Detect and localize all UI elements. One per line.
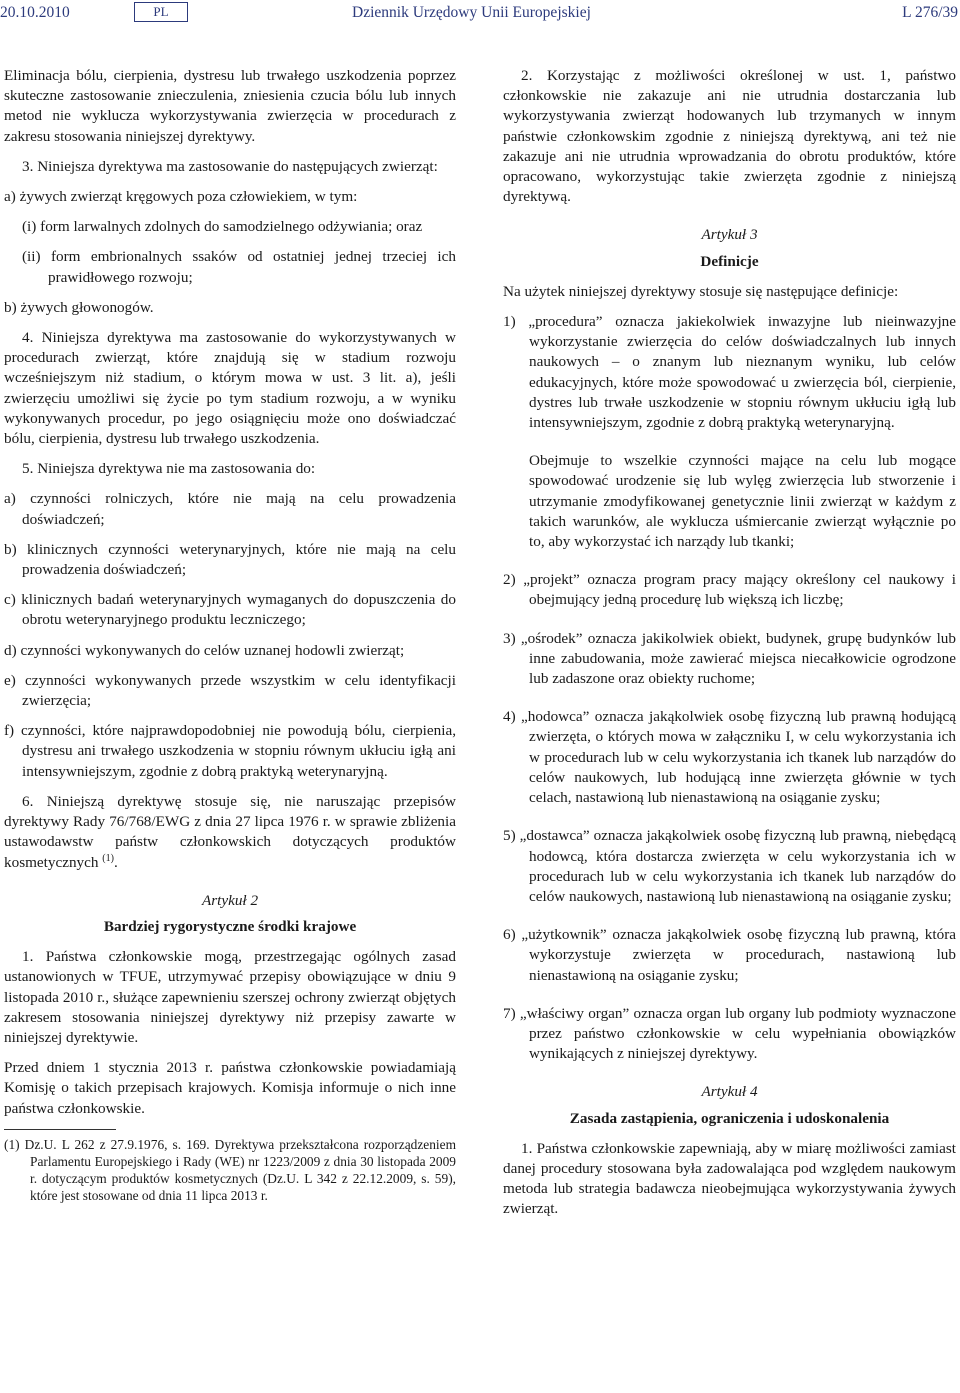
definition-item: 6) „użytkownik” oznacza jakąkolwiek osobę fizyczną lub prawną, która wykorzystuje zwierzęta w procedurach, nastawioną lub nienastawioną na osiąganie zysku; — [503, 926, 956, 984]
list-item: f) czynności, które najprawdopodobniej nie powodują bólu, cierpienia, dystresu ani trwałego uszkodzenia w stopniu równym ukłuciu igłą ani intensywniejszym, zgodnie z dobrą praktyką weterynaryjną. — [4, 722, 456, 780]
list-item: a) żywych zwierząt kręgowych poza człowiekiem, w tym: — [4, 188, 358, 206]
list-item: c) klinicznych badań weterynaryjnych wymaganych do dopuszczenia do obrotu weterynaryjnego produktu leczniczego; — [4, 591, 456, 629]
definition-continuation: Obejmuje to wszelkie czynności mające na celu lub mogące spowodować urodzenie się lub wylęg zwierzęcia lub stworzenie i utrzymanie zmodyfikowanej genetycznie linii zwierząt w każdym z takich warunków, ale wyklucza uśmiercanie zwierząt wyłącznie po to, aby wykorzystać ich narządy lub tkanki; — [529, 452, 956, 551]
paragraph: Eliminacja bólu, cierpienia, dystresu lub trwałego uszkodzenia poprzez skuteczne zastosowanie znieczulenia, zniesienia czucia bólu lub innych metod nie wyklucza wykorzystywania zwierzęcia w procedurach z zakresu stosowania niniejszej dyrektywy. — [4, 67, 456, 145]
sub-list-item: (i) form larwalnych zdolnych do samodzielnego odżywiania; oraz — [22, 218, 423, 236]
article-4-label: Artykuł 4 — [701, 1083, 758, 1101]
definition-item: 3) „ośrodek” oznacza jakikolwiek obiekt, budynek, grupę budynków lub inne zabudowania, może zawierać miejsca niecałkowicie ogrodzone lub zadaszone oraz obiekty ruchome; — [503, 629, 956, 688]
language-badge: PL — [134, 2, 188, 22]
definition-item: 5) „dostawca” oznacza jakąkolwiek osobę fizyczną lub prawną, niebędącą hodowcą, która dostarcza zwierzęta w celu wykorzystania ich w procedurach lub w celu wykorzystania ich tkanek lub narządów do celów naukowych, nastawioną lub nienastawioną na osiąganie zysku; — [503, 827, 956, 905]
page-number: L 276/39 — [902, 4, 958, 21]
left-column — [4, 66, 456, 1204]
paragraph: Na użytek niniejszej dyrektywy stosuje się następujące definicje: — [503, 282, 899, 300]
paragraph-5: 5. Niniejsza dyrektywa nie ma zastosowania do: — [22, 460, 316, 478]
paragraph-6 — [4, 792, 456, 873]
article-3-label: Artykuł 3 — [701, 226, 758, 244]
list-item: b) żywych głowonogów. — [4, 298, 154, 316]
right-column — [503, 66, 956, 1230]
list-item: b) klinicznych czynności weterynaryjnych, które nie mają na celu prowadzenia doświadczeń; — [4, 540, 456, 579]
footnote-marker: (1) — [4, 1136, 20, 1152]
paragraph: 1. Państwa członkowskie mogą, przestrzegając ogólnych zasad ustanowionych w TFUE, utrzymywać przepisy obowiązujące w dniu 9 listopada 2010 r., służące zapewnieniu szerszej ochrony zwierząt objętych zakresem stosowania niniejszej dyrektywy niż przepisy zawarte w niniejszej dyrektywie. — [4, 948, 456, 1046]
footnote-text: Dz.U. L 262 z 27.9.1976, s. 169. Dyrektywa przekształcona rozporządzeniem Parlamentu Europejskiego i Rady (WE) nr 1223/2009 z dnia 30 listopada 2009 r. dotyczącym produktów kosmetycznych (Dz.U. L 342 z 22.12.2009, s. 59), które jest stosowane od dnia 11 lipca 2013 r. — [19, 1136, 456, 1203]
definition-item: 7) „właściwy organ” oznacza organ lub organy lub podmioty wyznaczone przez państwo członkowskie w celu wypełniania obowiązków wynikających z niniejszej dyrektywy. — [503, 1004, 956, 1063]
sub-list-item: (ii) form embrionalnych ssaków od ostatniej jednej trzeciej ich prawidłowego rozwoju; — [22, 248, 456, 286]
paragraph: 1. Państwa członkowskie zapewniają, aby w miarę możliwości zamiast danej procedury stosowana była zadowalająca pod względem naukowym metoda lub strategia badawcza nieobejmująca wykorzystywania żywych zwierząt. — [503, 1139, 956, 1218]
paragraph-2: 2. Korzystając z możliwości określonej w ust. 1, państwo członkowskie nie zakazuje ani nie utrudnia dostarczania lub wykorzystywania zwierząt hodowanych lub trzymanych w innym państwie członkowskim zgodnie z niniejszą dyrektywą, ani też nie zakazuje ani nie utrudnia wprowadzania do obrotu produktów, które opracowano, wykorzystując takie zwierzęta zgodnie z niniejszą dyrektywą. — [503, 67, 956, 206]
definition-item: 4) „hodowca” oznacza jakąkolwiek osobę fizyczną lub prawną hodującą zwierzęta, o których mowa w załączniku I, w celu wykorzystania ich w procedurach lub w celu wykorzystania ich tkanek lub narządów do celów naukowych, lub hodującą inne zwierzęta głównie w tych celach, nastawioną lub nienastawioną na osiąganie zysku; — [503, 708, 956, 807]
list-item: d) czynności wykonywanych do celów uznanej hodowli zwierząt; — [4, 641, 405, 659]
article-4-title: Zasada zastąpienia, ograniczenia i udoskonalenia — [569, 1109, 890, 1127]
footnote — [4, 1136, 456, 1204]
journal-title: Dziennik Urzędowy Unii Europejskiej — [352, 4, 591, 21]
definition-item: 2) „projekt” oznacza program pracy mający określony cel naukowy i obejmujący jedną procedurę lub większą ich liczbę; — [503, 571, 956, 609]
article-3-title: Definicje — [700, 252, 759, 270]
paragraph-4: 4. Niniejsza dyrektywa ma zastosowanie do wykorzystywanych w procedurach zwierząt, które znajdują się w stadium rozwoju wcześniejszym niż stadium, o którym mowa w ust. 3 lit. a), jeśli zwierzęciu umożliwi się życie po tym stadium rozwoju, a w wyniku wykonywanych procedur, po jego osiągnięciu może ono doświadczać bólu, cierpienia, dystresu lub trwałego uszkodzenia. — [4, 329, 456, 448]
page-header — [0, 2, 960, 26]
paragraph: Przed dniem 1 stycznia 2013 r. państwa członkowskie powiadamiają Komisję o takich przepisach krajowych. Komisja informuje o nich inne państwa członkowskie. — [4, 1059, 456, 1117]
footnote-reference[interactable]: (1) — [102, 852, 114, 864]
footnote-divider — [4, 1129, 116, 1130]
definition-item: 1) „procedura” oznacza jakiekolwiek inwazyjne lub nieinwazyjne wykorzystanie zwierzęcia do celów doświadczalnych lub innych naukowych – o znanym lub nieznanym wyniku, lub celów edukacyjnych, które może spowodować u zwierzęcia ból, cierpienie, dystres lub trwałe uszkodzenie w stopniu równym ukłuciu igłą lub intensywniejszym, zgodnie z dobrą praktyką weterynaryjną. — [503, 313, 956, 432]
publication-date: 20.10.2010 — [0, 4, 70, 21]
paragraph-3: 3. Niniejsza dyrektywa ma zastosowanie do następujących zwierząt: — [22, 157, 438, 175]
list-item: a) czynności rolniczych, które nie mają na celu prowadzenia doświadczeń; — [4, 490, 456, 528]
paragraph-6-text: 6. Niniejszą dyrektywę stosuje się, nie naruszając przepisów dyrektywy Rady 76/768/EWG z dnia 27 lipca 1976 r. w sprawie zbliżenia ustawodawstw państw członkowskich dotyczących produktów kosmetycznych — [4, 792, 456, 871]
article-2-title: Bardziej rygorystyczne środki krajowe — [103, 917, 357, 935]
paragraph-6-end: . — [113, 853, 118, 871]
list-item: e) czynności wykonywanych przede wszystkim w celu identyfikacji zwierzęcia; — [4, 671, 456, 710]
article-2-label: Artykuł 2 — [201, 891, 259, 909]
